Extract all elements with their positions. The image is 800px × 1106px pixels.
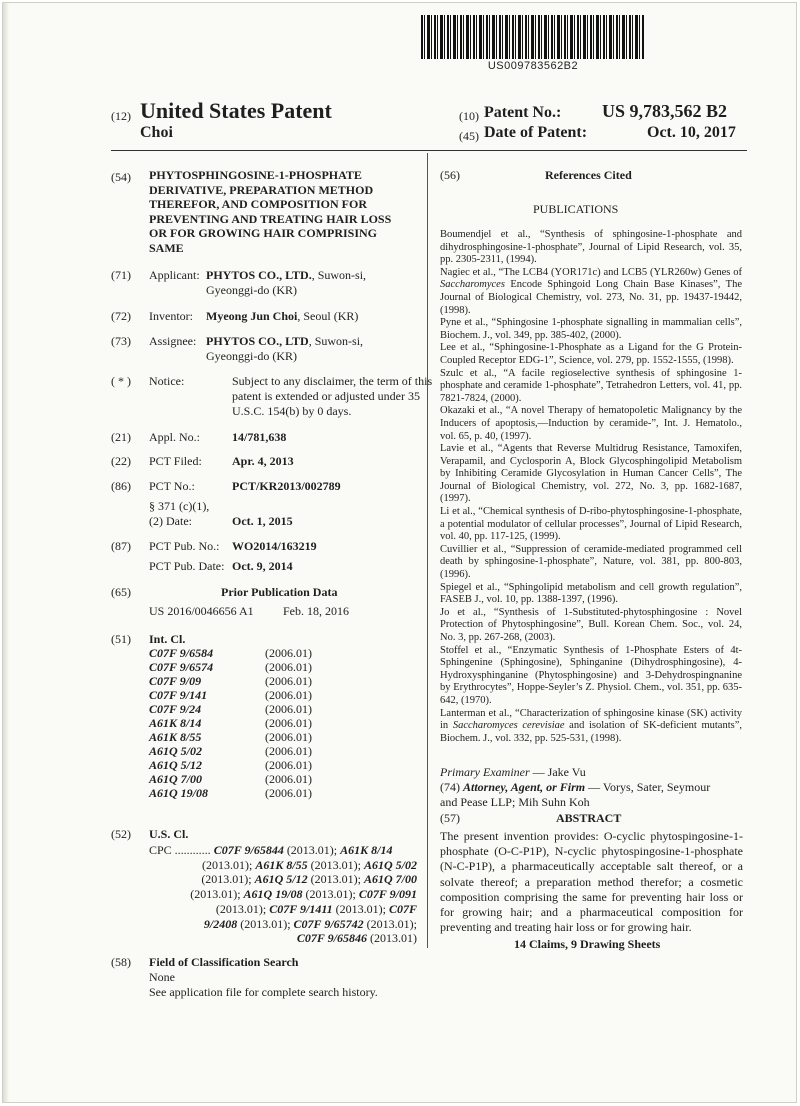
applicant-label: Applicant: bbox=[149, 268, 200, 282]
ipc-version: (2006.01) bbox=[265, 786, 312, 800]
cpc-version: (2013.01); bbox=[307, 857, 364, 872]
ipc-class: C07F 9/6574 bbox=[149, 660, 214, 674]
patent-number: US 9,783,562 B2 bbox=[602, 101, 728, 121]
reference bbox=[440, 229, 742, 267]
date-label: Date of Patent: bbox=[484, 124, 588, 141]
prior-date: Feb. 18, 2016 bbox=[283, 604, 349, 618]
notice-text: U.S.C. 154(b) by 0 days. bbox=[232, 404, 352, 418]
field-code: (58) bbox=[111, 955, 131, 969]
reference bbox=[440, 582, 742, 607]
pct-pub-code: (87) bbox=[111, 539, 131, 553]
claims-summary: 14 Claims, 9 Drawing Sheets bbox=[514, 937, 661, 951]
refs-heading: References Cited bbox=[545, 168, 632, 182]
assignee-name: PHYTOS CO., LTD bbox=[206, 334, 309, 348]
notice-text: Subject to any disclaimer, the term of this bbox=[232, 374, 433, 388]
notice-code: ( * ) bbox=[111, 374, 131, 388]
reference-text: Nagiec et al., “The LCB4 (YOR171c) and LCB5 (YLR260w) Genes of bbox=[440, 266, 742, 278]
uscl-code: (52) bbox=[111, 827, 131, 841]
cpc-version: (2013.01); bbox=[215, 901, 270, 916]
section-371: § 371 (c)(1), bbox=[149, 499, 210, 513]
cpc-version: (2013.01); bbox=[332, 901, 389, 916]
title-line: DERIVATIVE, PREPARATION METHOD bbox=[149, 182, 374, 197]
cpc-class: 9/2408 bbox=[203, 916, 238, 931]
prior-heading: Prior Publication Data bbox=[221, 585, 338, 599]
appl-number: 14/781,638 bbox=[232, 430, 287, 444]
cpc-class: A61K 8/55 bbox=[255, 857, 308, 872]
patent-title bbox=[149, 168, 419, 256]
assignee-code: (73) bbox=[111, 334, 131, 348]
appl-code: (21) bbox=[111, 430, 131, 444]
ipc-class: C07F 9/141 bbox=[149, 688, 208, 702]
patent-page bbox=[2, 2, 797, 1103]
reference bbox=[440, 267, 742, 317]
reference-text: Okazaki et al., “A novel Therapy of hematopoletic Malignancy by the Inducers of apoptosis,—Induction by ceramide-”, Int. J. Hematolo., vol. 65, p. 40, (1997). bbox=[440, 405, 742, 442]
pct-filed-date: Apr. 4, 2013 bbox=[232, 454, 294, 468]
barcode-number: US009783562B2 bbox=[487, 60, 579, 72]
notice-text: patent is extended or adjusted under 35 bbox=[232, 389, 420, 403]
ipc-version: (2006.01) bbox=[265, 688, 312, 702]
patent-no-label: Patent No.: bbox=[484, 104, 562, 121]
applicant-location: , Suwon-si, bbox=[311, 268, 367, 282]
cpc-version: (2013.01); bbox=[201, 872, 255, 887]
reference-text: Cuvillier et al., “Suppression of ceramide-mediated programmed cell death by sphingosine-1-phosphate”, Nature, vol. 381, pp. 800-803, (1996). bbox=[440, 543, 742, 581]
applicant-location-2: Gyeonggi-do (KR) bbox=[206, 283, 297, 297]
inventor-code: (72) bbox=[111, 309, 131, 323]
prior-publication: US 2016/0046656 A1 bbox=[149, 604, 254, 618]
pct-pub-date-label: PCT Pub. Date: bbox=[149, 559, 225, 573]
abstract-code: (57) bbox=[440, 811, 460, 825]
patent-date: Oct. 10, 2017 bbox=[647, 124, 736, 141]
applicant-name: PHYTOS CO., LTD. bbox=[206, 268, 312, 282]
reference bbox=[440, 405, 742, 443]
ipc-class: C07F 9/24 bbox=[149, 702, 202, 716]
attorney-code: (74) bbox=[440, 780, 460, 794]
ipc-version: (2006.01) bbox=[265, 772, 312, 786]
ipc-class: A61Q 5/12 bbox=[149, 758, 203, 772]
reference-text: Lavie et al., “Agents that Reverse Multidrug Resistance, Tamoxifen, Verapamil, and Cyclosporin A, Block Glycosphingolipid Metabolism by Inhibiting Ceramide Glycosylation in Human Cancer Cells”, The Journal of Biological Chemistry, vol. 272, No. 3, pp. 1682-1687, (1997). bbox=[440, 443, 742, 505]
cpc-class: C07F bbox=[388, 901, 417, 916]
barcode bbox=[421, 15, 645, 59]
assignee-label: Assignee: bbox=[149, 334, 197, 348]
reference bbox=[440, 368, 742, 406]
ipc-class: C07F 9/09 bbox=[149, 674, 202, 688]
reference-text: Li et al., “Chemical synthesis of D-ribo-phytosphingosine-1-phosphate, a potential modulator of cellular processes”, Journal of Lipid Research, vol. 40, pp. 117-125, (1999). bbox=[440, 506, 742, 543]
cpc-version: (2013.01); bbox=[307, 872, 364, 887]
pct-date-label: (2) Date: bbox=[149, 514, 192, 528]
attorney-names: — Vorys, Sater, Seymour bbox=[585, 780, 711, 794]
cpc-class: A61K 8/14 bbox=[340, 843, 393, 857]
examiner-name: — Jake Vu bbox=[529, 765, 586, 779]
reference-text: Encode Sphingoid Long Chain Base Kinases”, The Journal of Biological Chemistry, vol. 273, No. 31, pp. 19437-19442, (1998). bbox=[440, 279, 742, 316]
cpc-class: A61Q 19/08 bbox=[243, 887, 303, 902]
cpc-version: (2013.01); bbox=[190, 887, 244, 902]
references-list bbox=[440, 229, 742, 745]
attorney bbox=[440, 780, 710, 794]
reference-text: and isolation of SK-deficient mutants”, Biochem. J., vol. 332, pp. 525-531, (1998). bbox=[440, 720, 742, 744]
cpc-class: A61Q 7/00 bbox=[363, 872, 417, 887]
inventor-location: , Seoul (KR) bbox=[297, 309, 359, 323]
attorney-names-2: and Pease LLP; Mih Suhn Koh bbox=[440, 795, 590, 809]
uscl-heading: U.S. Cl. bbox=[149, 827, 189, 841]
reference bbox=[440, 607, 742, 645]
publications-heading: PUBLICATIONS bbox=[533, 202, 619, 216]
refs-code: (56) bbox=[440, 168, 460, 182]
reference bbox=[440, 342, 742, 367]
ipc-version: (2006.01) bbox=[265, 646, 312, 660]
pct-filed-label: PCT Filed: bbox=[149, 454, 202, 468]
pct-no-label: PCT No.: bbox=[149, 479, 195, 493]
reference-text: Lanterman et al., “Characterization of sphingosine kinase (SK) activity in bbox=[440, 707, 742, 732]
abstract-heading: ABSTRACT bbox=[556, 811, 622, 825]
document-type: United States Patent bbox=[140, 98, 332, 123]
cpc-class: C07F 9/1411 bbox=[269, 901, 333, 916]
ipc-class: A61Q 5/02 bbox=[149, 744, 203, 758]
title-code: (54) bbox=[111, 170, 131, 184]
pct-filed-code: (22) bbox=[111, 454, 131, 468]
reference-text: Pyne et al., “Sphingosine 1-phosphate signalling in mammalian cells”, Biochem. J., vol. 349, pp. 385-402, (2000). bbox=[440, 317, 742, 341]
cpc-class: C07F 9/65846 bbox=[296, 931, 367, 946]
column-divider bbox=[427, 153, 428, 948]
reference bbox=[440, 506, 742, 544]
ipc-class: A61Q 7/00 bbox=[149, 772, 203, 786]
reference-text: Spiegel et al., “Sphingolipid metabolism and cell growth regulation”, FASEB J., vol. 10, pp. 1388-1397, (1996). bbox=[440, 581, 742, 606]
appl-label: Appl. No.: bbox=[149, 430, 200, 444]
title-line: THEREFOR, AND COMPOSITION FOR bbox=[149, 197, 368, 212]
reference bbox=[440, 645, 742, 708]
field-heading: Field of Classification Search bbox=[149, 955, 299, 969]
ipc-class: C07F 9/6584 bbox=[149, 646, 214, 660]
cpc-class: C07F 9/65742 bbox=[293, 916, 364, 931]
field-see: See application file for complete search history. bbox=[149, 985, 378, 999]
cpc-class: A61Q 5/02 bbox=[363, 857, 417, 872]
pct-number: PCT/KR2013/002789 bbox=[232, 479, 341, 493]
title-line: OR FOR GROWING HAIR COMPRISING bbox=[149, 226, 378, 241]
code-10: (10) bbox=[459, 109, 479, 123]
attorney-label: Attorney, Agent, or Firm bbox=[463, 780, 586, 794]
cpc-version: (2013.01); bbox=[201, 857, 256, 872]
reference-text: Boumendjel et al., “Synthesis of sphingosine-1-phosphate and dihydrosphingosine-1-phosphate”, Journal of Lipid Research, vol. 35, pp. 2305-2311, (1994). bbox=[440, 229, 742, 266]
cpc-class: A61Q 5/12 bbox=[254, 872, 308, 887]
cpc-classification bbox=[149, 843, 417, 946]
intcl-code: (51) bbox=[111, 632, 131, 646]
title-line: PREVENTING AND TREATING HAIR LOSS bbox=[149, 211, 392, 226]
pct-pub-label: PCT Pub. No.: bbox=[149, 539, 220, 553]
title-line: PHYTOSPHINGOSINE-1-PHOSPHATE bbox=[149, 168, 362, 182]
inventor-name: Myeong Jun Choi bbox=[206, 309, 298, 323]
pct-pub-number: WO2014/163219 bbox=[232, 539, 317, 553]
examiner-label: Primary Examiner bbox=[440, 765, 530, 779]
notice-label: Notice: bbox=[149, 374, 185, 388]
cpc-version: (2013.01); bbox=[283, 843, 341, 857]
reference-text: Jo et al., “Synthesis of 1-Substituted-phytosphingosine : Novel Protection of Phytosphingosine”, Bull. Korean Chem. Soc., vol. 24, No. 3, pp. 267-268, (2003). bbox=[440, 606, 742, 643]
ipc-version: (2006.01) bbox=[265, 730, 312, 744]
cpc-version: (2013.01); bbox=[302, 887, 359, 902]
assignee-location-2: Gyeonggi-do (KR) bbox=[206, 349, 297, 363]
inventor-label: Inventor: bbox=[149, 309, 193, 323]
assignee-location: , Suwon-si, bbox=[308, 334, 364, 348]
ipc-version: (2006.01) bbox=[265, 674, 312, 688]
ipc-version: (2006.01) bbox=[265, 758, 312, 772]
cpc-version: (2013.01) bbox=[367, 931, 417, 946]
code-12: (12) bbox=[111, 109, 131, 123]
cpc-version: (2013.01); bbox=[237, 916, 294, 931]
pct-pub-date: Oct. 9, 2014 bbox=[232, 559, 293, 573]
reference-text: Stoffel et al., “Enzymatic Synthesis of 1-Phosphate Esters of 4t-Sphingenine (Sphingosine), Sphinganine (Dihydrosphingosine), 4-Hydroxysphinganine (Phytosphingosine) and 3-Dehydrospingnanine by Erythrocytes”, Hoppe-Seyler’s Z. Physiol. Chem., vol. 351, pp. 635-642, (1970). bbox=[440, 644, 742, 706]
reference-italic: Saccharomyces cerevisiae bbox=[452, 720, 565, 732]
applicant-code: (71) bbox=[111, 268, 131, 282]
field-none: None bbox=[149, 970, 175, 984]
cpc-version: (2013.01); bbox=[363, 916, 417, 931]
reference-text: Lee et al., “Sphingosine-1-Phosphate as a Ligand for the G Protein-Coupled Receptor EDG-1”, Science, vol. 279, pp. 1552-1555, (1998). bbox=[440, 342, 742, 366]
reference bbox=[440, 443, 742, 506]
reference bbox=[440, 544, 742, 582]
reference-text: Szulc et al., “A facile regioselective synthesis of sphingosine 1-phosphate and ceramide 1-phosphate”, Tetrahedron Letters, vol. 41, pp. 7821-7824, (2000). bbox=[440, 367, 742, 404]
ipc-class: A61K 8/55 bbox=[149, 730, 202, 744]
header-rule bbox=[111, 150, 747, 151]
reference bbox=[440, 317, 742, 342]
code-45: (45) bbox=[459, 129, 479, 143]
cpc-label: CPC ............ bbox=[149, 843, 211, 857]
ipc-version: (2006.01) bbox=[265, 702, 312, 716]
pct-no-code: (86) bbox=[111, 479, 131, 493]
ipc-class: A61Q 19/08 bbox=[149, 786, 209, 800]
examiner bbox=[440, 765, 586, 779]
ipc-class: A61K 8/14 bbox=[149, 716, 202, 730]
intcl-heading: Int. Cl. bbox=[149, 632, 186, 646]
abstract-text: The present invention provides: O-cyclic phytospingosine-1-phosphate (O-C-P1P), N-cyclic phytospingosine-1-phosphate (N-C-P1P), a pharmaceutically acceptable salt thereof, or a solvate thereof; a preparation method therefor; a cosmetic composition comprising the same for preventing hair loss or for growing hair; and a pharmaceutical composition for preventing and treating hair loss or for growing hair. bbox=[440, 829, 743, 935]
applicant bbox=[206, 268, 366, 282]
ipc-version: (2006.01) bbox=[265, 744, 312, 758]
ipc-version: (2006.01) bbox=[265, 716, 312, 730]
title-line: SAME bbox=[149, 240, 184, 255]
prior-code: (65) bbox=[111, 585, 131, 599]
ipc-version: (2006.01) bbox=[265, 660, 312, 674]
inventor-short: Choi bbox=[140, 124, 173, 141]
cpc-class: C07F 9/65844 bbox=[213, 843, 284, 857]
assignee bbox=[206, 334, 363, 348]
inventor bbox=[206, 309, 358, 323]
pct-date: Oct. 1, 2015 bbox=[232, 514, 293, 528]
cpc-class: C07F 9/091 bbox=[358, 887, 417, 902]
reference-italic: Saccharomyces bbox=[440, 279, 505, 291]
reference bbox=[440, 708, 742, 746]
